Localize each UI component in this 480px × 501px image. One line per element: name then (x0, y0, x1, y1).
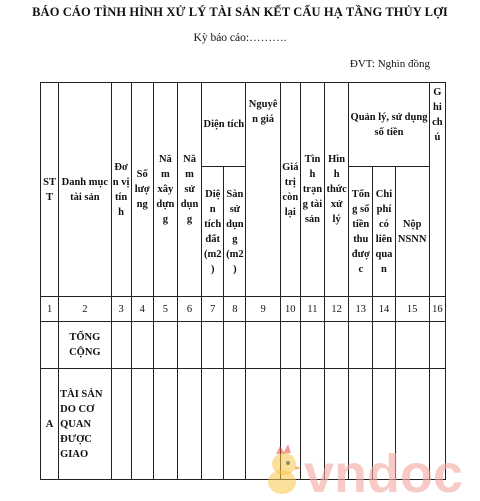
column-number: 2 (59, 297, 111, 322)
header-state-budget: Nộp NSNN (395, 167, 429, 297)
header-stt: STT (41, 83, 59, 297)
column-number: 6 (177, 297, 201, 322)
vndoc-watermark-logo (262, 438, 472, 500)
column-number: 9 (246, 297, 280, 322)
header-asset-name: Danh mục tài sản (59, 83, 111, 297)
column-number-row (41, 297, 446, 322)
row-stt: A (41, 369, 59, 480)
header-unit: Đơn vị tính (111, 83, 131, 297)
header-quantity: Số lượng (131, 83, 153, 297)
column-number: 10 (280, 297, 300, 322)
row-asset-name: TÀI SẢN DO CƠ QUAN ĐƯỢC GIAO (59, 369, 111, 480)
column-number: 7 (202, 297, 224, 322)
row-stt (41, 322, 59, 369)
header-status: Tình trạng tài sản (300, 83, 324, 297)
column-number: 5 (153, 297, 177, 322)
column-number: 8 (224, 297, 246, 322)
header-money-group: Quản lý, sử dụng số tiền (349, 83, 430, 167)
header-area-group: Diện tích (202, 83, 246, 167)
header-year-built: Năm xây dựng (153, 83, 177, 297)
header-floor-area: Sàn sử dụng (m2) (224, 167, 246, 297)
column-number: 12 (325, 297, 349, 322)
column-number: 3 (111, 297, 131, 322)
row-total-label: TỔNG CỘNG (59, 322, 111, 369)
column-number: 15 (395, 297, 429, 322)
column-number: 14 (373, 297, 395, 322)
column-number: 13 (349, 297, 373, 322)
table-row (41, 322, 446, 369)
column-number: 1 (41, 297, 59, 322)
header-year-used: Năm sử dụng (177, 83, 201, 297)
column-number: 16 (429, 297, 445, 322)
mascot-icon (268, 444, 302, 494)
report-title: BÁO CÁO TÌNH HÌNH XỬ LÝ TÀI SẢN KẾT CẤU HẠ TẦNG THỦY LỢI (32, 5, 448, 19)
header-total-money: Tổng số tiền thu được (349, 167, 373, 297)
watermark-text: vndoc (304, 444, 464, 500)
column-number: 11 (300, 297, 324, 322)
report-period: Kỳ báo cáo:………. (193, 32, 287, 44)
header-note: Ghi chú (429, 83, 445, 297)
asset-table (40, 82, 446, 480)
currency-unit: ĐVT: Nghìn đồng (349, 58, 430, 70)
header-related-costs: Chi phí có liên quan (373, 167, 395, 297)
header-original-cost: Nguyên giá (246, 83, 280, 297)
header-land-area: Diện tích đất (m2) (202, 167, 224, 297)
column-number: 4 (131, 297, 153, 322)
header-method: Hình thức xử lý (325, 83, 349, 297)
header-remaining-value: Giá trị còn lại (280, 83, 300, 297)
